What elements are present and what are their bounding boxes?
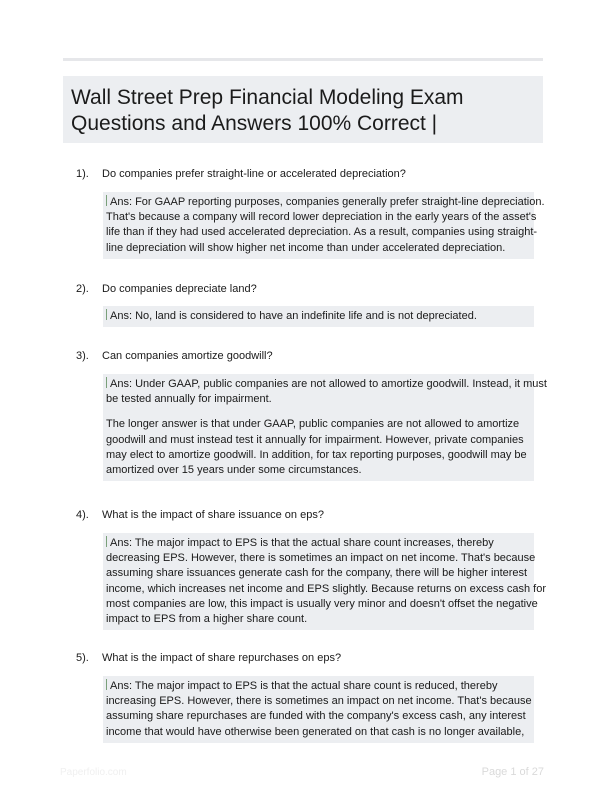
answer-line: impact to EPS from a higher share count. [106,613,308,626]
answer-5 [103,676,534,743]
title-line-2: Questions and Answers 100% Correct | [71,112,438,135]
answer-line: assuming share repurchases are funded with the company's excess cash, any interest [106,710,526,723]
answer-line: Ans: The major impact to EPS is that the actual share count is reduced, thereby [106,679,530,694]
question-text: Do companies depreciate land? [102,283,257,295]
answer-1 [103,192,545,259]
question-number: 5). [76,652,89,664]
question-text: What is the impact of share issuance on eps? [102,509,324,521]
answer-line: Ans: For GAAP reporting purposes, companies generally prefer straight-line depreciation. [106,195,530,210]
answer-marker [106,309,107,320]
answer-4 [103,533,547,630]
answer-line: assuming share issuances generate cash for the company, there will be higher interest [106,567,528,580]
page-indicator: Page 1 of 27 [481,766,544,778]
answer-line: income, which increases net income and EPS slightly. Because returns on excess cash for [106,582,547,595]
answer-line: may elect to amortize goodwill. In addition, for tax reporting purposes, goodwill may be [106,448,527,461]
question-number: 3). [76,350,89,362]
answer-line: life than if they had used accelerated depreciation. As a result, companies using straight- [106,226,538,239]
question-number: 4). [76,509,89,521]
answer-line: goodwill and must instead test it annually for impairment. However, private companies [106,433,524,446]
answer-marker [106,377,107,388]
answer-line: decreasing EPS. However, there is sometimes an impact on net income. That's because [106,552,536,565]
answer-line: income that would have otherwise been generated on that cash is no longer available, [106,725,525,738]
question-number: 1). [76,168,89,180]
answer-3 [103,374,547,481]
answer-line: line depreciation will show higher net income than under accelerated depreciation. [106,241,506,254]
answer-line: Ans: No, land is considered to have an indefinite life and is not depreciated. [106,309,530,324]
answer-line: Ans: Under GAAP, public companies are not allowed to amortize goodwill. Instead, it must [106,377,530,392]
question-text: Do companies prefer straight-line or accelerated depreciation? [102,168,406,180]
answer-marker [106,195,107,206]
answer-line: amortized over 15 years under some circumstances. [106,464,362,477]
answer-line: be tested annually for impairment. [106,393,272,406]
answer-2 [103,306,534,327]
question-number: 2). [76,283,89,295]
footer-watermark: Paperfolio.com [60,767,127,778]
document-title [63,76,543,143]
question-text: Can companies amortize goodwill? [102,350,273,362]
answer-line: increasing EPS. However, there is sometimes an impact on net income. That's because [106,695,532,708]
answer-marker [106,679,107,690]
answer-line: The longer answer is that under GAAP, public companies are not allowed to amortize [106,418,520,431]
answer-line: That's because a company will record lower depreciation in the early years of the asset's [106,211,537,224]
title-line-1: Wall Street Prep Financial Modeling Exam [71,86,464,109]
answer-line: most companies are low, this impact is usually very minor and doesn't offset the negative [106,597,538,610]
answer-line: Ans: The major impact to EPS is that the actual share count increases, thereby [106,536,530,551]
top-divider [63,58,543,61]
answer-marker [106,536,107,547]
question-text: What is the impact of share repurchases on eps? [102,652,342,664]
